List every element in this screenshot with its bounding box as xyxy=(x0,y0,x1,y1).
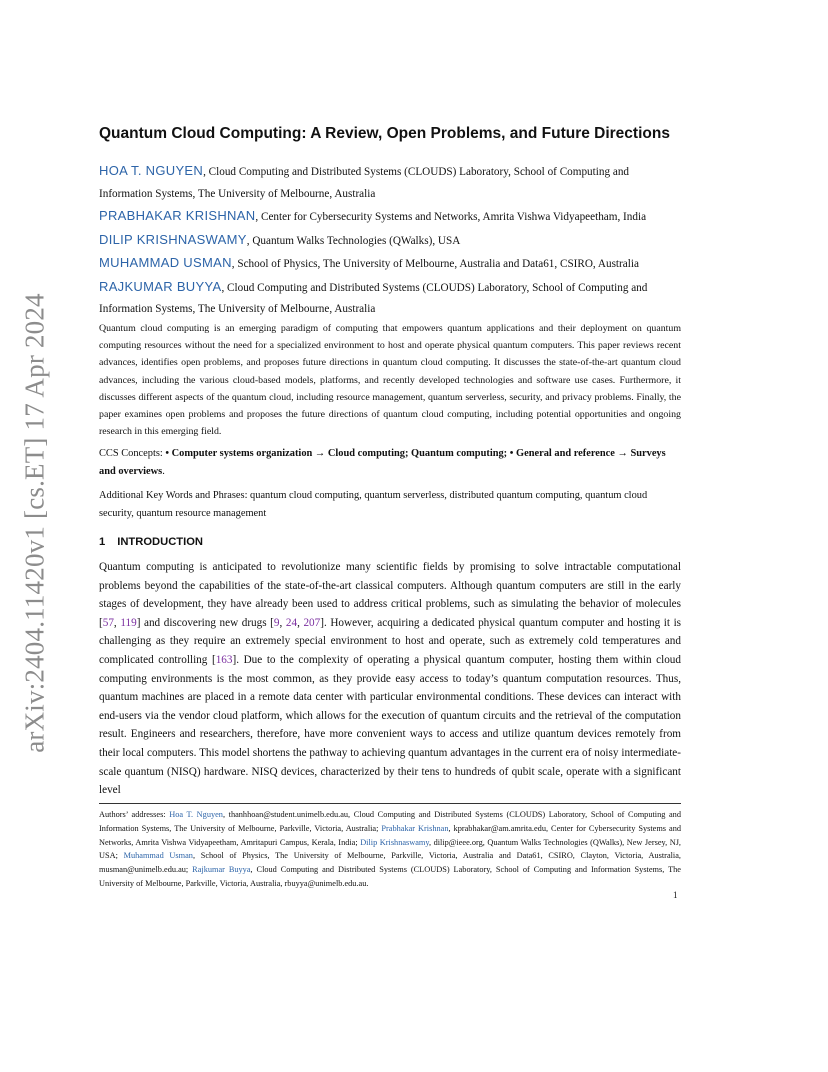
intro-text: Quantum computing is anticipated to revolutionize many scientific fields by promising to solve intractable computational problems beyond the capabilities of the state-of-the-art classical computers. Although quantum computers are still in the early stages of development, they have already been used to address critical problems, such as simulating the behavior of molecules [ xyxy=(99,561,681,629)
intro-text: ]. Due to the complexity of operating a physical quantum computer, hosting them within cloud computing environments is the most common, as they provide easy access to today’s quantum computation resources. Thus, quantum machines are placed in a remote data center with particular environmental conditions. These devices can interact with end-users via the vendor cloud platform, which allows for the execution of quantum circuits and the retrieval of the computation result. Engineers and researchers, therefore, have more convenient ways to access and utilize quantum devices remotely from their local computers. This model shortens the pathway to achieving quantum advantages in the current era of noisy intermediate-scale quantum (NISQ) hardware. NISQ devices, characterized by their tens to hundreds of qubit scale, operate with a significant level xyxy=(99,653,681,797)
additional-keywords: Additional Key Words and Phrases: quantum cloud computing, quantum serverless, distributed quantum computing, quantum cloud security, quantum resource management xyxy=(99,490,648,519)
citation-link[interactable]: 24 xyxy=(285,616,298,629)
footnote-text: , kprabhakar@am.amrita.edu, Center for Cybersecurity Systems and Networks, Amrita Vishwa Vidyapeetham, Amritapuri Campus, Kerala, India; xyxy=(99,823,682,847)
author-affiliation: , Quantum Walks Technologies (QWalks), USA xyxy=(246,234,461,247)
ccs-concept-1: • Computer systems organization → Cloud computing; Quantum computing; xyxy=(165,448,508,459)
ccs-label: CCS Concepts: xyxy=(99,448,166,459)
footnote-text: Authors’ addresses: xyxy=(99,810,170,819)
citation-link[interactable]: 163 xyxy=(215,653,233,666)
section-number: 1 xyxy=(99,536,106,548)
footnote-text: , School of Physics, The University of Melbourne, Parkville, Victoria, Australia and Data61, CSIRO, Clayton, Victoria, Australia, musman@unimelb.edu.au; xyxy=(99,851,681,875)
author-affiliation: , Center for Cybersecurity Systems and Networks, Amrita Vishwa Vidyapeetham, India xyxy=(255,211,647,223)
intro-text: ] and discovering new drugs [ xyxy=(136,616,274,629)
author-link[interactable]: Rajkumar Buyya xyxy=(192,865,251,875)
author-entry xyxy=(99,205,684,229)
author-name[interactable]: MUHAMMAD USMAN xyxy=(99,255,232,270)
authors-addresses-footnote xyxy=(99,808,681,891)
footnote-text: , dilip@ieee.org, Quantum Walks Technologies (QWalks), New Jersey, NJ, USA; xyxy=(99,837,681,861)
intro-text: ]. However, acquiring a dedicated physical quantum computer and hosting it is challenging as they require an extremely special environment to host and operate, such as extremely cold temperatures and complicated controlling [ xyxy=(99,616,682,666)
author-affiliation: , School of Physics, The University of Melbourne, Australia and Data61, CSIRO, Australia xyxy=(231,258,639,270)
author-name[interactable]: HOA T. NGUYEN xyxy=(99,163,204,178)
citation-link[interactable]: 119 xyxy=(120,616,137,629)
page-number: 1 xyxy=(673,890,678,900)
author-name[interactable]: RAJKUMAR BUYYA xyxy=(99,278,222,294)
author-entry xyxy=(99,252,684,276)
ccs-concepts xyxy=(99,445,681,480)
author-name[interactable]: DILIP KRISHNASWAMY xyxy=(99,231,247,247)
arxiv-identifier-stamp: arXiv:2404.11420v1 [cs.ET] 17 Apr 2024 xyxy=(19,293,50,753)
section-title: INTRODUCTION xyxy=(117,536,203,548)
citation-link[interactable]: 9 xyxy=(273,616,280,629)
ccs-concept-2: • General and reference → Surveys and overviews xyxy=(99,448,666,477)
author-entry xyxy=(99,276,684,321)
author-link[interactable]: Hoa T. Nguyen xyxy=(169,810,223,819)
intro-text: , xyxy=(279,616,286,629)
citation-link[interactable]: 57 xyxy=(102,616,114,629)
author-affiliation: , Cloud Computing and Distributed Systems (CLOUDS) Laboratory, School of Computing and Information Systems, The University of Melbourne, Australia xyxy=(99,166,630,200)
author-link[interactable]: Prabhakar Krishnan xyxy=(381,823,449,833)
footnote-text: , thanhhoan@student.unimelb.edu.au, Cloud Computing and Distributed Systems (CLOUDS) Laboratory, School of Computing and Information Systems, The University of Melbourne, Parkville, Victoria, Australia; xyxy=(99,810,681,833)
author-entry xyxy=(99,229,684,253)
paper-title: Quantum Cloud Computing: A Review, Open Problems, and Future Directions xyxy=(99,125,670,142)
author-name[interactable]: PRABHAKAR KRISHNAN xyxy=(99,208,256,223)
author-block xyxy=(99,160,684,321)
abstract: Quantum cloud computing is an emerging paradigm of computing that empowers quantum applications and their deployment on quantum computing resources without the need for a specialized environment to host and operate physical quantum computers. This paper reviews recent advances, identifies open problems, and proposes future directions in quantum cloud computing. It discusses the state-of-the-art quantum cloud advances, including the various cloud-based models, platforms, and recently developed technologies and software use cases. Furthermore, it discusses different aspects of the quantum cloud, including resource management, quantum serverless, security, and privacy problems. Finally, the paper examines open problems and proposes the future directions of quantum cloud computing, including potential opportunities and ongoing research in this emerging field. xyxy=(99,323,681,438)
section-heading xyxy=(99,536,203,548)
citation-link[interactable]: 207 xyxy=(303,616,321,629)
introduction-paragraph xyxy=(99,558,681,800)
footnote-text: , Cloud Computing and Distributed Systems (CLOUDS) Laboratory, School of Computing and Information Systems, The University of Melbourne, Parkville, Victoria, Australia, rbuyya@unimelb.edu.au. xyxy=(99,865,681,888)
intro-text: , xyxy=(113,616,121,629)
author-link[interactable]: Dilip Krishnaswamy xyxy=(360,837,429,847)
author-link[interactable]: Muhammad Usman xyxy=(123,851,193,861)
author-affiliation: , Cloud Computing and Distributed Systems (CLOUDS) Laboratory, School of Computing and Information Systems, The University of Melbourne, Australia xyxy=(99,281,648,315)
author-entry xyxy=(99,160,684,205)
ccs-end: . xyxy=(162,465,165,477)
intro-text: , xyxy=(297,616,304,629)
footnote-divider xyxy=(99,803,681,804)
